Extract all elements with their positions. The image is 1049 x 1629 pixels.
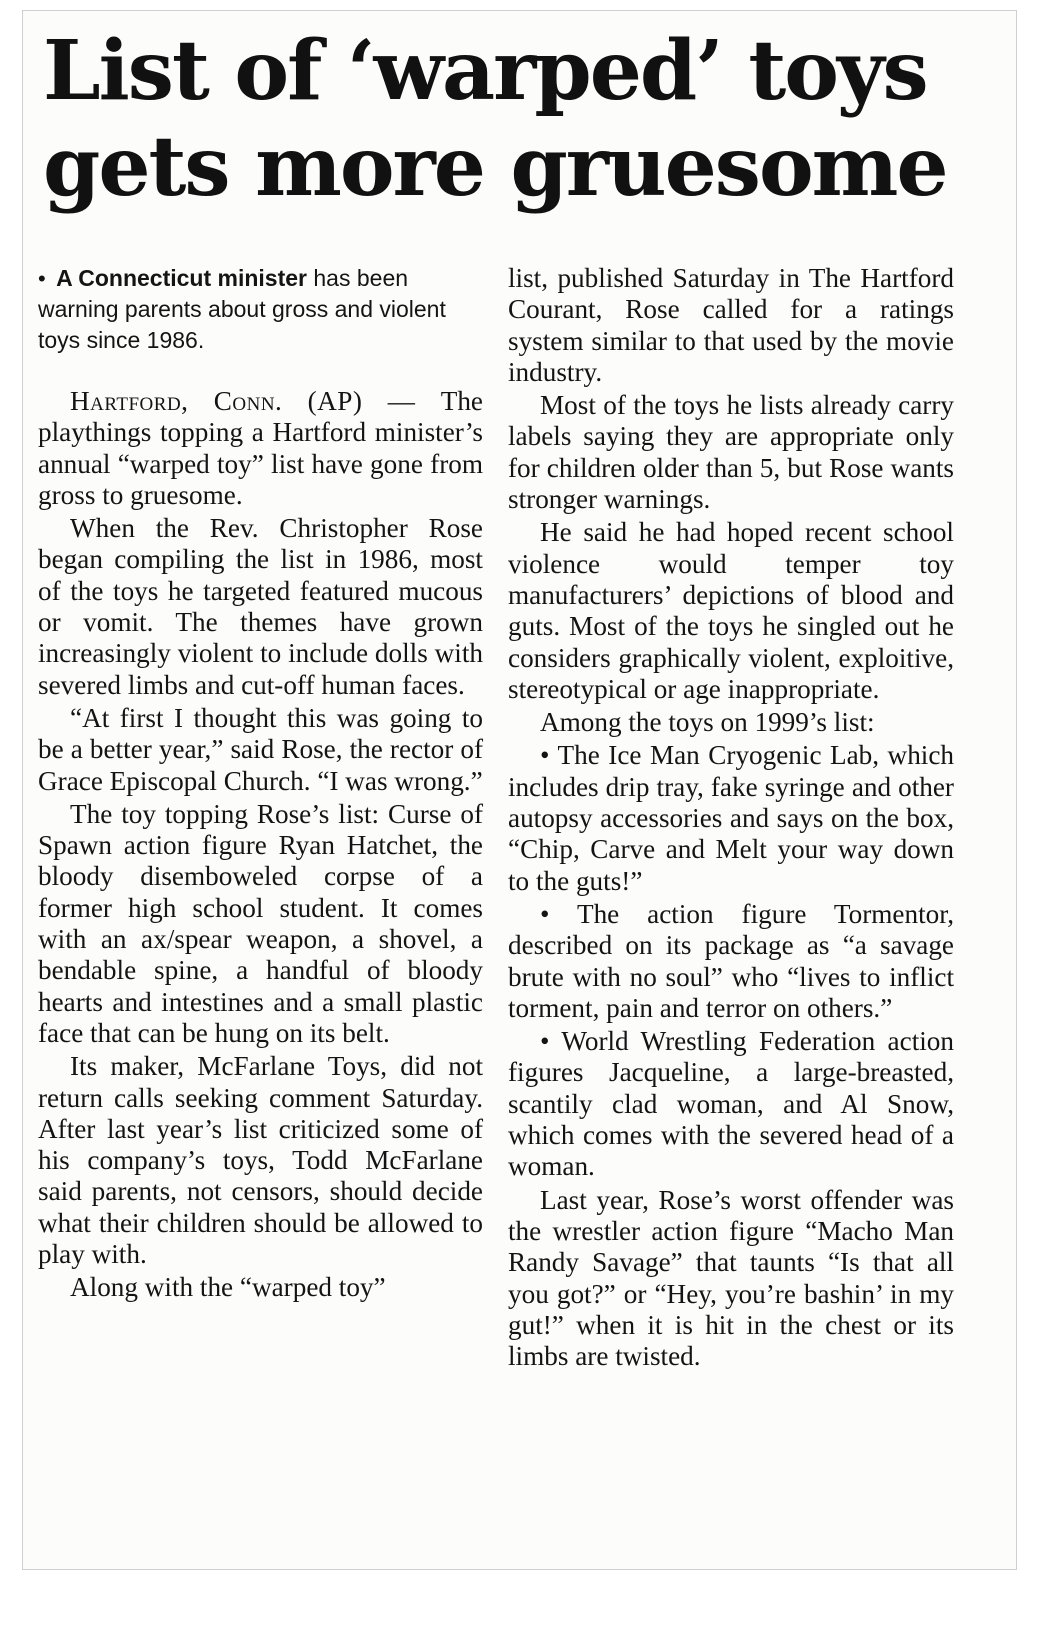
dateline: Hartford, Conn. (AP) — xyxy=(70,386,441,416)
deck-bold-lead: A Connecticut minister xyxy=(56,265,307,291)
paragraph-continued: list, published Saturday in The Hartford Courant, Rose called for a ratings system similar to that used by the movie industry. xyxy=(508,263,954,387)
paragraph: Among the toys on 1999’s list: xyxy=(540,707,875,738)
paragraph: When the Rev. Christopher Rose began compiling the list in 1986, most of the toys he targeted featured mucous or vomit. The themes have grown increasingly violent to include dolls with severed limbs and cut-off human faces. xyxy=(38,513,483,700)
list-item: • The action figure Tormentor, described on its package as “a savage brute with no soul” who “lives to inflict torment, pain and terror on others.” xyxy=(508,898,954,1023)
paragraph: The toy topping Rose’s list: Curse of Spawn action figure Ryan Hatchet, the bloody disemboweled corpse of a former high school student. It comes with an ax/spear weapon, a shovel, a bendable spine, a handful of bloody hearts and intestines and a small plastic face that can be hung on its belt. xyxy=(38,798,483,1048)
paragraph: Along with the “warped toy” xyxy=(70,1272,386,1303)
list-item: • World Wrestling Federation action figures Jacqueline, a large-breasted, scantily clad woman, and Al Snow, which comes with the severed head of a woman. xyxy=(508,1026,954,1182)
paragraph: Most of the toys he lists already carry labels saying they are appropriate only for children older than 5, but Rose wants stronger warnings. xyxy=(508,390,954,515)
newspaper-clipping xyxy=(22,10,1017,1570)
paragraph: Its maker, McFarlane Toys, did not return calls seeking comment Saturday. After last year’s list criticized some of his company’s toys, Todd McFarlane said parents, not censors, should decide what their children should be allowed to play with. xyxy=(38,1051,483,1270)
paragraph: Last year, Rose’s worst offender was the wrestler action figure “Macho Man Randy Savage” that taunts “Is that all you got?” or “Hey, you’re bashin’ in my gut!” when it is hit in the chest or its limbs are twisted. xyxy=(508,1184,954,1372)
headline-line-1: List of ‘warped’ toys xyxy=(43,23,927,119)
paragraph: He said he had hoped recent school violence would temper toy manufacturers’ depictions of blood and guts. Most of the toys he singled out he considers graphically violent, exploitive, stereotypical or age inappropriate. xyxy=(508,517,954,704)
deck-text: has been warning parents about gross and violent toys since 1986. xyxy=(38,265,446,353)
paragraph: “At first I thought this was going to be a better year,” said Rose, the rector of Grace Episcopal Church. “I was wrong.” xyxy=(38,702,483,796)
right-column xyxy=(508,263,954,1374)
headline xyxy=(43,23,993,215)
deck-summary xyxy=(38,263,483,356)
list-item: • The Ice Man Cryogenic Lab, which includes drip tray, fake syringe and other autopsy accessories and says on the box, “Chip, Carve and Melt your way down to the guts!” xyxy=(508,740,954,896)
left-column xyxy=(38,263,483,1306)
headline-line-2: gets more gruesome xyxy=(43,119,947,215)
paragraph: Hartford, Conn. (AP) — The playthings topping a Hartford minister’s annual “warped toy” list have gone from gross to gruesome. xyxy=(38,386,483,510)
bullet-icon: • xyxy=(38,266,46,291)
